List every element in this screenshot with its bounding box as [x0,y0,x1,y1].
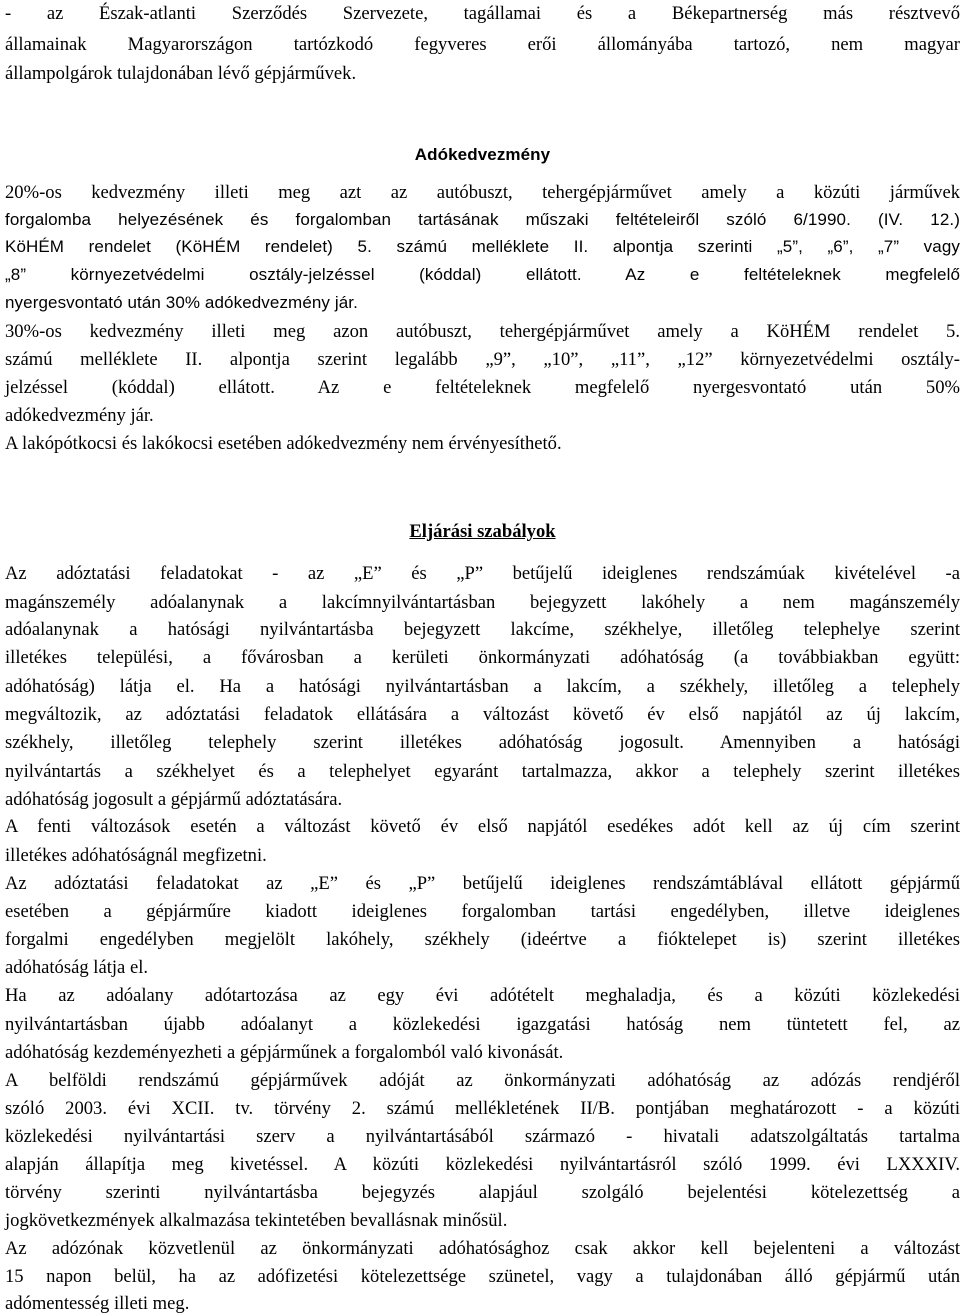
paragraph-line: megváltozik, az adóztatási feladatok ellátására a változást követő év első napjától az új lakcím, [5,704,960,725]
paragraph-line: esetében a gépjárműre kiadott ideiglenes forgalomban tartási engedélyben, illetve ideiglenes [5,901,960,922]
paragraph-line: magánszemély adóalanynak a lakcímnyilvántartásban bejegyzett lakóhely a nem magánszemély [5,592,960,613]
paragraph-line: Az adóztatási feladatokat - az „E” és „P” betűjelű ideiglenes rendszámúak kivételével -a [5,563,960,584]
paragraph-line: forgalmi engedélyben megjelölt lakóhely, székhely (ideértve a fióktelepet is) szerint illetékes [5,929,960,950]
paragraph-line: illetékes adóhatóságnál megfizetni. [5,845,267,866]
paragraph-line: szóló 2003. évi XCII. tv. törvény 2. számú mellékletének II/B. pontjában meghatározott - a közúti [5,1098,960,1119]
paragraph-line: 20%-os kedvezmény illeti meg azt az autóbuszt, tehergépjárművet amely a közúti járművek [5,182,960,203]
paragraph-line: illetékes települési, a fővárosban a kerületi önkormányzati adóhatóság (a továbbiakban együtt: [5,647,960,668]
paragraph-line: A belföldi rendszámú gépjárművek adóját az önkormányzati adóhatóság az adózás rendjéről [5,1070,960,1091]
paragraph-line: KöHÉM rendelet (KöHÉM rendelet) 5. számú melléklete II. alpontja szerinti „5”, „6”, „7” vagy [5,237,960,256]
paragraph-line: adóhatóság) látja el. Ha a hatósági nyilvántartásban a lakcím, a székhely, illetőleg a telephely [5,676,960,697]
paragraph-line: A lakópótkocsi és lakókocsi esetében adókedvezmény nem érvényesíthető. [5,433,562,454]
paragraph-line: 15 napon belül, ha az adófizetési kötelezettségе szünetel, vagy a tulajdonában álló gépjármű után [5,1266,960,1287]
paragraph-line: törvény szerinti nyilvántartásba bejegyzés alapjául szolgáló bejelentési kötelezettség a [5,1182,960,1203]
paragraph-line: nyilvántartásban újabb adóalanyt a közlekedési igazgatási hatóság nem tüntetett fel, az [5,1014,960,1035]
section-heading-adokedvezmeny: Adókedvezmény [414,145,551,164]
paragraph-line: alapján állapítja meg kivetéssel. A közúti közlekedési nyilvántartásról szóló 1999. évi LXXXIV. [5,1154,960,1175]
paragraph-line: Az adózónak közvetlenül az önkormányzati adóhatósághoz csak akkor kell bejelenteni a változást [5,1238,960,1259]
paragraph-line: Az adóztatási feladatokat az „E” és „P” betűjelű ideiglenes rendszámtáblával ellátott gépjármű [5,873,960,894]
paragraph-line: adókedvezmény jár. [5,405,154,426]
paragraph-line: adóhatóság látja el. [5,957,149,978]
paragraph-line: adóalanynak a hatósági nyilvántartásba bejegyzett lakcíme, székhelye, illetőleg telephelye szerint [5,619,960,640]
paragraph-line: számú melléklete II. alpontja szerint legalább „9”, „10”, „11”, „12” környezetvédelmi osztály- [5,349,960,370]
paragraph-line: „8” környezetvédelmi osztály-jelzéssel (kóddal) ellátott. Az e feltételeknek megfelelő [5,265,960,284]
section-heading-eljarasi-szabalyok: Eljárási szabályok [409,521,556,542]
intro-line: államainak Magyarországon tartózkodó fegyveres erői állományába tartozó, nem magyar [5,34,960,55]
paragraph-line: székhely, illetőleg telephely szerint illetékes adóhatóság jogosult. Amennyiben a hatósági [5,732,960,753]
paragraph-line: Ha az adóalany adótartozása az egy évi adótételt meghaladja, és a közúti közlekedési [5,985,960,1006]
paragraph-line: 30%-os kedvezmény illeti meg azon autóbuszt, tehergépjárművet amely a KöHÉM rendelet 5. [5,321,960,342]
intro-line: állampolgárok tulajdonában lévő gépjárművek. [5,63,357,84]
intro-line: - az Észak-atlanti Szerződés Szervezete, tagállamai és a Békepartnerség más résztvevő [5,3,960,24]
paragraph-line: jelzéssel (kóddal) ellátott. Az e feltételeknek megfelelő nyergesvontató után 50% [5,377,960,398]
paragraph-line: forgalomba helyezésének és forgalomban tartásának műszaki feltételeiről szóló 6/1990. (IV. 12.) [5,210,960,229]
paragraph-line: adóhatóság kezdeményezheti a gépjárműnek a forgalomból való kivonását. [5,1042,564,1063]
paragraph-line: adóhatóság jogosult a gépjármű adóztatására. [5,789,343,810]
paragraph-line: adómentesség illeti meg. [5,1293,190,1314]
paragraph-line: nyergesvontató után 30% adókedvezmény jár. [5,293,358,312]
paragraph-line: közlekedési nyilvántartási szerv a nyilvántartásából származó - hivatali adatszolgáltatás tartalma [5,1126,960,1147]
paragraph-line: jogkövetkezmények alkalmazása tekintetében bevallásnak minősül. [5,1210,508,1231]
paragraph-line: A fenti változások esetén a változást követő év első napjától esedékes adót kell az új cím szerint [5,816,960,837]
paragraph-line: nyilvántartás a székhelyet és a telephelyet egyaránt tartalmazza, akkor a telephely szerint illetékes [5,761,960,782]
